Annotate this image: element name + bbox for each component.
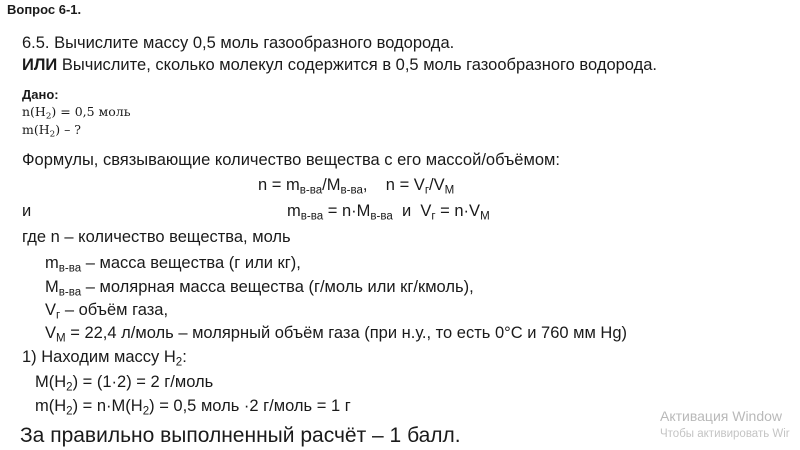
def-molar-mass: $M_{в-ва}$ – молярная масса вещества (г/моль или кг/кмоль), xyxy=(45,278,474,299)
def-molar-volume: $V_M = 22,4$ л/моль – молярный объём газа (при н.у., то есть 0°С и 760 мм Hg) xyxy=(45,324,628,345)
formulas-intro: Формулы, связывающие количество вещества с его массой/объёмом: xyxy=(22,151,560,169)
where-line: где n – количество вещества, моль xyxy=(22,228,291,246)
given-m: $m(H_2)$ – ? xyxy=(22,122,81,140)
or-label: ИЛИ xyxy=(22,56,58,74)
given-n: $n(H_2) = 0,5$ моль xyxy=(22,104,131,122)
formula-line-1: $n = m_{в-ва}/M_{в-ва}$, $n = V_г/V_M$ xyxy=(258,176,455,197)
task-line-2-text: Вычислите, сколько молекул содержится в 0,5 моль газообразного водорода. xyxy=(57,56,658,74)
step1-title: 1) Находим массу $H_2$: xyxy=(22,348,187,369)
step1-line-1: $M(H_2) = (1\cdot 2) = 2$ г/моль xyxy=(35,373,214,394)
score-line: За правильно выполненный расчёт – 1 балл. xyxy=(20,424,461,447)
def-mass: $m_{в-ва}$ – масса вещества (г или кг), xyxy=(45,254,301,275)
activation-watermark-title: Активация Window xyxy=(660,408,783,424)
and-word: и xyxy=(22,202,32,220)
question-title: Вопрос 6-1. xyxy=(7,2,82,17)
def-volume: $V_г$ – объём газа, xyxy=(45,301,169,322)
step1-line-2: $m(H_2) = n\cdot M(H_2) = 0,5$ моль ·2 г/моль = 1 г xyxy=(35,397,351,418)
formula-line-2: $m_{в-ва} = n\cdot M_{в-ва}$ и $V_г = n\cdot V_M$ xyxy=(287,202,490,223)
activation-watermark-subtitle: Чтобы активировать Wir xyxy=(660,428,790,440)
given-label: Дано: xyxy=(22,87,59,102)
task-line-1: 6.5. Вычислите массу 0,5 моль газообразного водорода. xyxy=(22,34,455,52)
task-line-2 xyxy=(22,56,657,75)
